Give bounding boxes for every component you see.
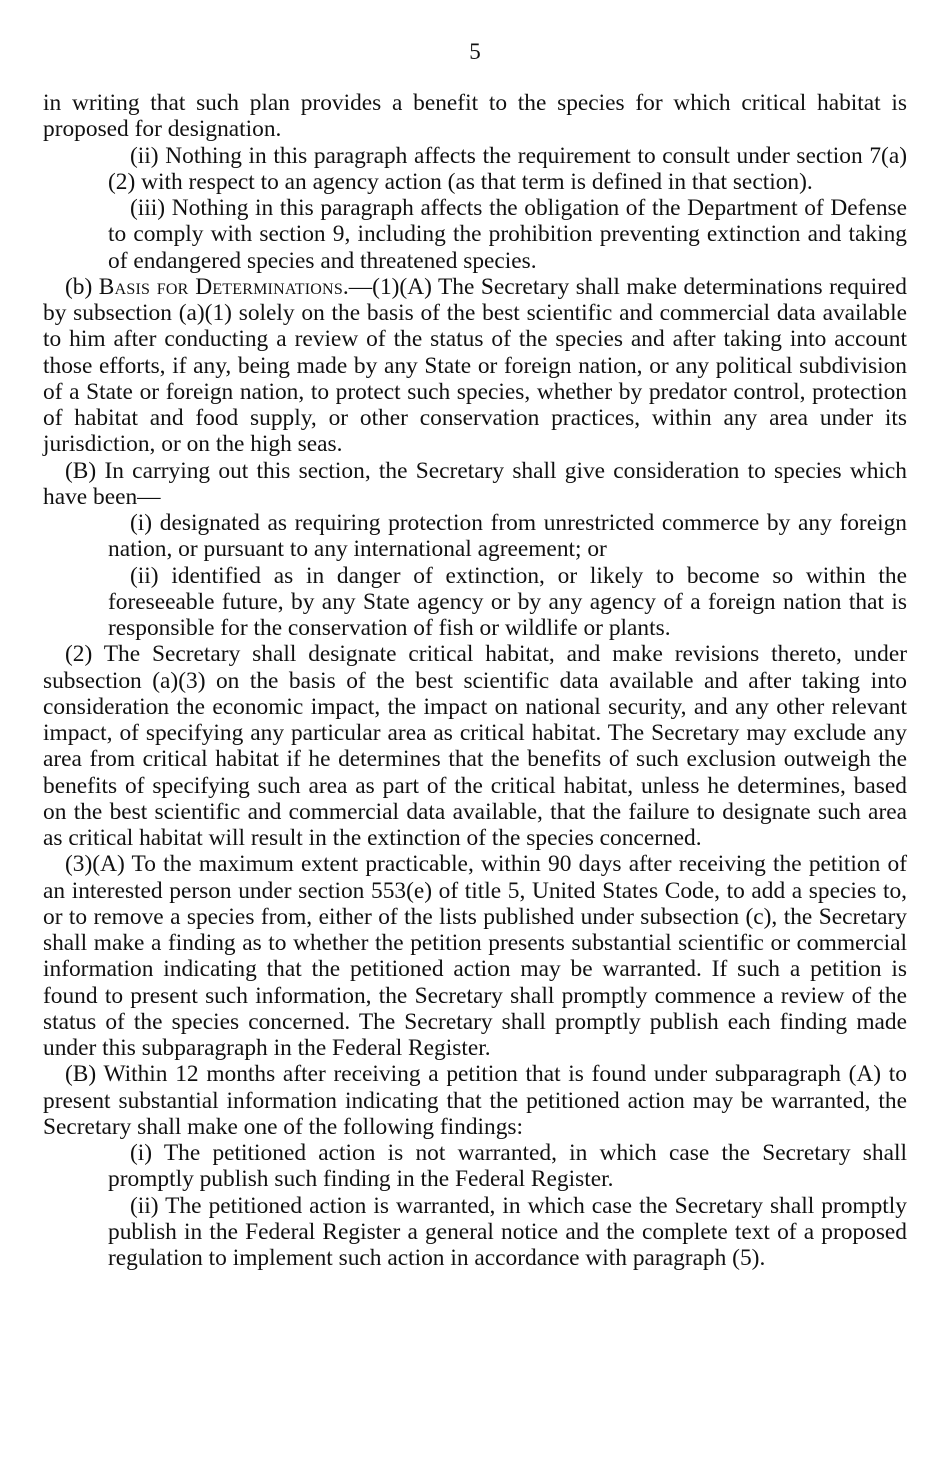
paragraph-text: .—(1)(A) The Secretary shall make determinations required by subsection (a)(1) solely on the basis of the best scientific and commercial data available to him after conducting a review of the status of the species and after taking into account those efforts, if any, being made by any State or foreign nation, or any political subdivision of a State or foreign nation, to protect such species, whether by predator control, protection of habitat and food supply, or other conservation practices, within any area under its jurisdiction, or on the high seas.: [43, 273, 907, 458]
clause-ii-identified: [108, 563, 907, 642]
paragraph-text: (3)(A) To the maximum extent practicable, within 90 days after receiving the petition of an interested person under section 553(e) of title 5, United States Code, to add a species to, or to remove a species from, either of the lists published under subsection (c), the Secretary shall make a finding as to whether the petition presents substantial scientific or commercial information indicating that the petitioned action may be warranted. If such a petition is found to present such information, the Secretary shall promptly commence a review of the status of the species concerned. The Secretary shall promptly publish each finding made under this subparagraph in the Federal Register.: [43, 851, 907, 1061]
paragraph-text: (i) designated as requiring protection from unrestricted commerce by any foreign nation, or pursuant to any international agreement; or: [108, 510, 907, 563]
clause-i-designated: [108, 510, 907, 563]
paragraph-b-1-b: [43, 458, 907, 511]
paragraph-continuation: [43, 90, 907, 143]
clause-ii-consultation: [108, 143, 907, 196]
paragraph-text: (ii) identified as in danger of extinction, or likely to become so within the foreseeable future, by any State agency or by any agency of a foreign nation that is responsible for the conservation of fish or wildlife or plants.: [108, 562, 907, 641]
subsection-heading: Basis for Determinations: [98, 273, 343, 300]
document-body: [43, 90, 907, 1271]
paragraph-text: (B) In carrying out this section, the Secretary shall give consideration to species which have been—: [43, 457, 907, 510]
paragraph-text: (B) Within 12 months after receiving a petition that is found under subparagraph (A) to present substantial information indicating that the petitioned action may be warranted, the Secretary shall make one of the following findings:: [43, 1061, 907, 1140]
clause-ii-warranted: [108, 1193, 907, 1272]
subsection-label: (b): [65, 273, 99, 300]
paragraph-3-a-petition: [43, 851, 907, 1061]
paragraph-text: (iii) Nothing in this paragraph affects the obligation of the Department of Defense to comply with section 9, including the prohibition preventing extinction and taking of endangered species and threatened species.: [108, 195, 907, 274]
paragraph-text: (2) The Secretary shall designate critical habitat, and make revisions thereto, under subsection (a)(3) on the basis of the best scientific data available and after taking into consideration the economic impact, the impact on national security, and any other relevant impact, of specifying any particular area as critical habitat. The Secretary may exclude any area from critical habitat if he determines that the benefits of such exclusion outweigh the benefits of specifying such area as part of the critical habitat, unless he determines, based on the best scientific and commercial data available, that the failure to designate such area as critical habitat will result in the extinction of the species concerned.: [43, 641, 907, 851]
clause-iii-department-of-defense: [108, 195, 907, 274]
paragraph-2-critical-habitat: [43, 641, 907, 851]
clause-i-not-warranted: [108, 1140, 907, 1193]
paragraph-text: (ii) Nothing in this paragraph affects the requirement to consult under section 7(a)(2) with respect to an agency action (as that term is defined in that section).: [108, 142, 907, 195]
subsection-b-basis-for-determinations: [43, 274, 907, 458]
paragraph-text: (i) The petitioned action is not warranted, in which case the Secretary shall promptly publish such finding in the Federal Register.: [108, 1140, 907, 1193]
document-page: [43, 38, 907, 1271]
paragraph-3-b-findings: [43, 1061, 907, 1140]
page-number: 5: [469, 39, 481, 64]
paragraph-text: in writing that such plan provides a benefit to the species for which critical habitat is proposed for designation.: [43, 90, 907, 143]
paragraph-text: (ii) The petitioned action is warranted, in which case the Secretary shall promptly publish in the Federal Register a general notice and the complete text of a proposed regulation to implement such action in accordance with paragraph (5).: [108, 1192, 907, 1271]
